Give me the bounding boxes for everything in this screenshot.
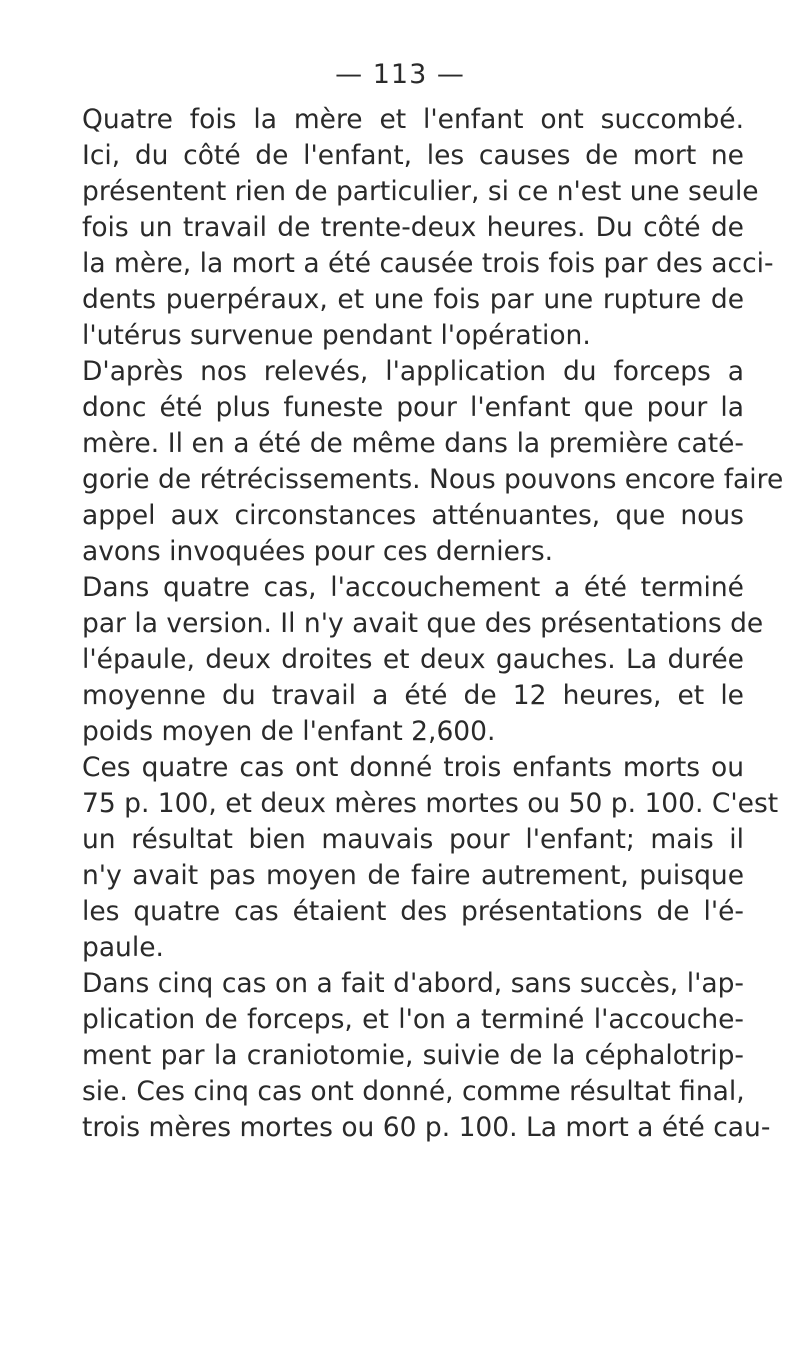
text-line: donc été plus funeste pour l'enfant que pour la	[82, 392, 744, 423]
text-line: mère. Il en a été de même dans la première caté-	[82, 428, 744, 459]
text-line: 75 p. 100, et deux mères mortes ou 50 p. 100. C'est	[82, 788, 779, 819]
text-line: sie. Ces cinq cas ont donné, comme résultat final,	[82, 1076, 745, 1107]
text-line: trois mères mortes ou 60 p. 100. La mort a été cau-	[82, 1112, 771, 1143]
text-line: plication de forceps, et l'on a terminé l'accouche-	[82, 1004, 744, 1035]
text-line: par la version. Il n'y avait que des présentations de	[82, 608, 764, 639]
text-line: dents puerpéraux, et une fois par une rupture de	[82, 284, 744, 315]
text-line: appel aux circonstances atténuantes, que nous	[82, 500, 744, 531]
text-line: Quatre fois la mère et l'enfant ont succombé.	[82, 104, 744, 135]
text-line: n'y avait pas moyen de faire autrement, puisque	[82, 860, 744, 891]
text-line: avons invoquées pour ces derniers.	[82, 536, 554, 567]
text-line: poids moyen de l'enfant 2,600.	[82, 716, 496, 747]
text-line: la mère, la mort a été causée trois fois par des acci-	[82, 248, 774, 279]
text-line: fois un travail de trente-deux heures. Du côté de	[82, 212, 744, 243]
text-line: présentent rien de particulier, si ce n'est une seule	[82, 176, 759, 207]
body-text	[82, 102, 784, 1146]
text-line: Ici, du côté de l'enfant, les causes de mort ne	[82, 140, 744, 171]
text-line: l'utérus survenue pendant l'opération.	[82, 320, 591, 351]
text-line: Dans cinq cas on a fait d'abord, sans succès, l'ap-	[82, 968, 744, 999]
text-line: l'épaule, deux droites et deux gauches. La durée	[82, 644, 744, 675]
text-line: paule.	[82, 932, 164, 963]
text-line: D'après nos relevés, l'application du forceps a	[82, 356, 744, 387]
page-number: — 113 —	[335, 59, 465, 90]
text-line: les quatre cas étaient des présentations de l'é-	[82, 896, 744, 927]
text-line: moyenne du travail a été de 12 heures, et le	[82, 680, 744, 711]
text-line: gorie de rétrécissements. Nous pouvons encore faire	[82, 464, 784, 495]
text-line: Dans quatre cas, l'accouchement a été terminé	[82, 572, 744, 603]
text-line: un résultat bien mauvais pour l'enfant; mais il	[82, 824, 744, 855]
text-line: Ces quatre cas ont donné trois enfants morts ou	[82, 752, 744, 783]
text-line: ment par la craniotomie, suivie de la céphalotrip-	[82, 1040, 744, 1071]
